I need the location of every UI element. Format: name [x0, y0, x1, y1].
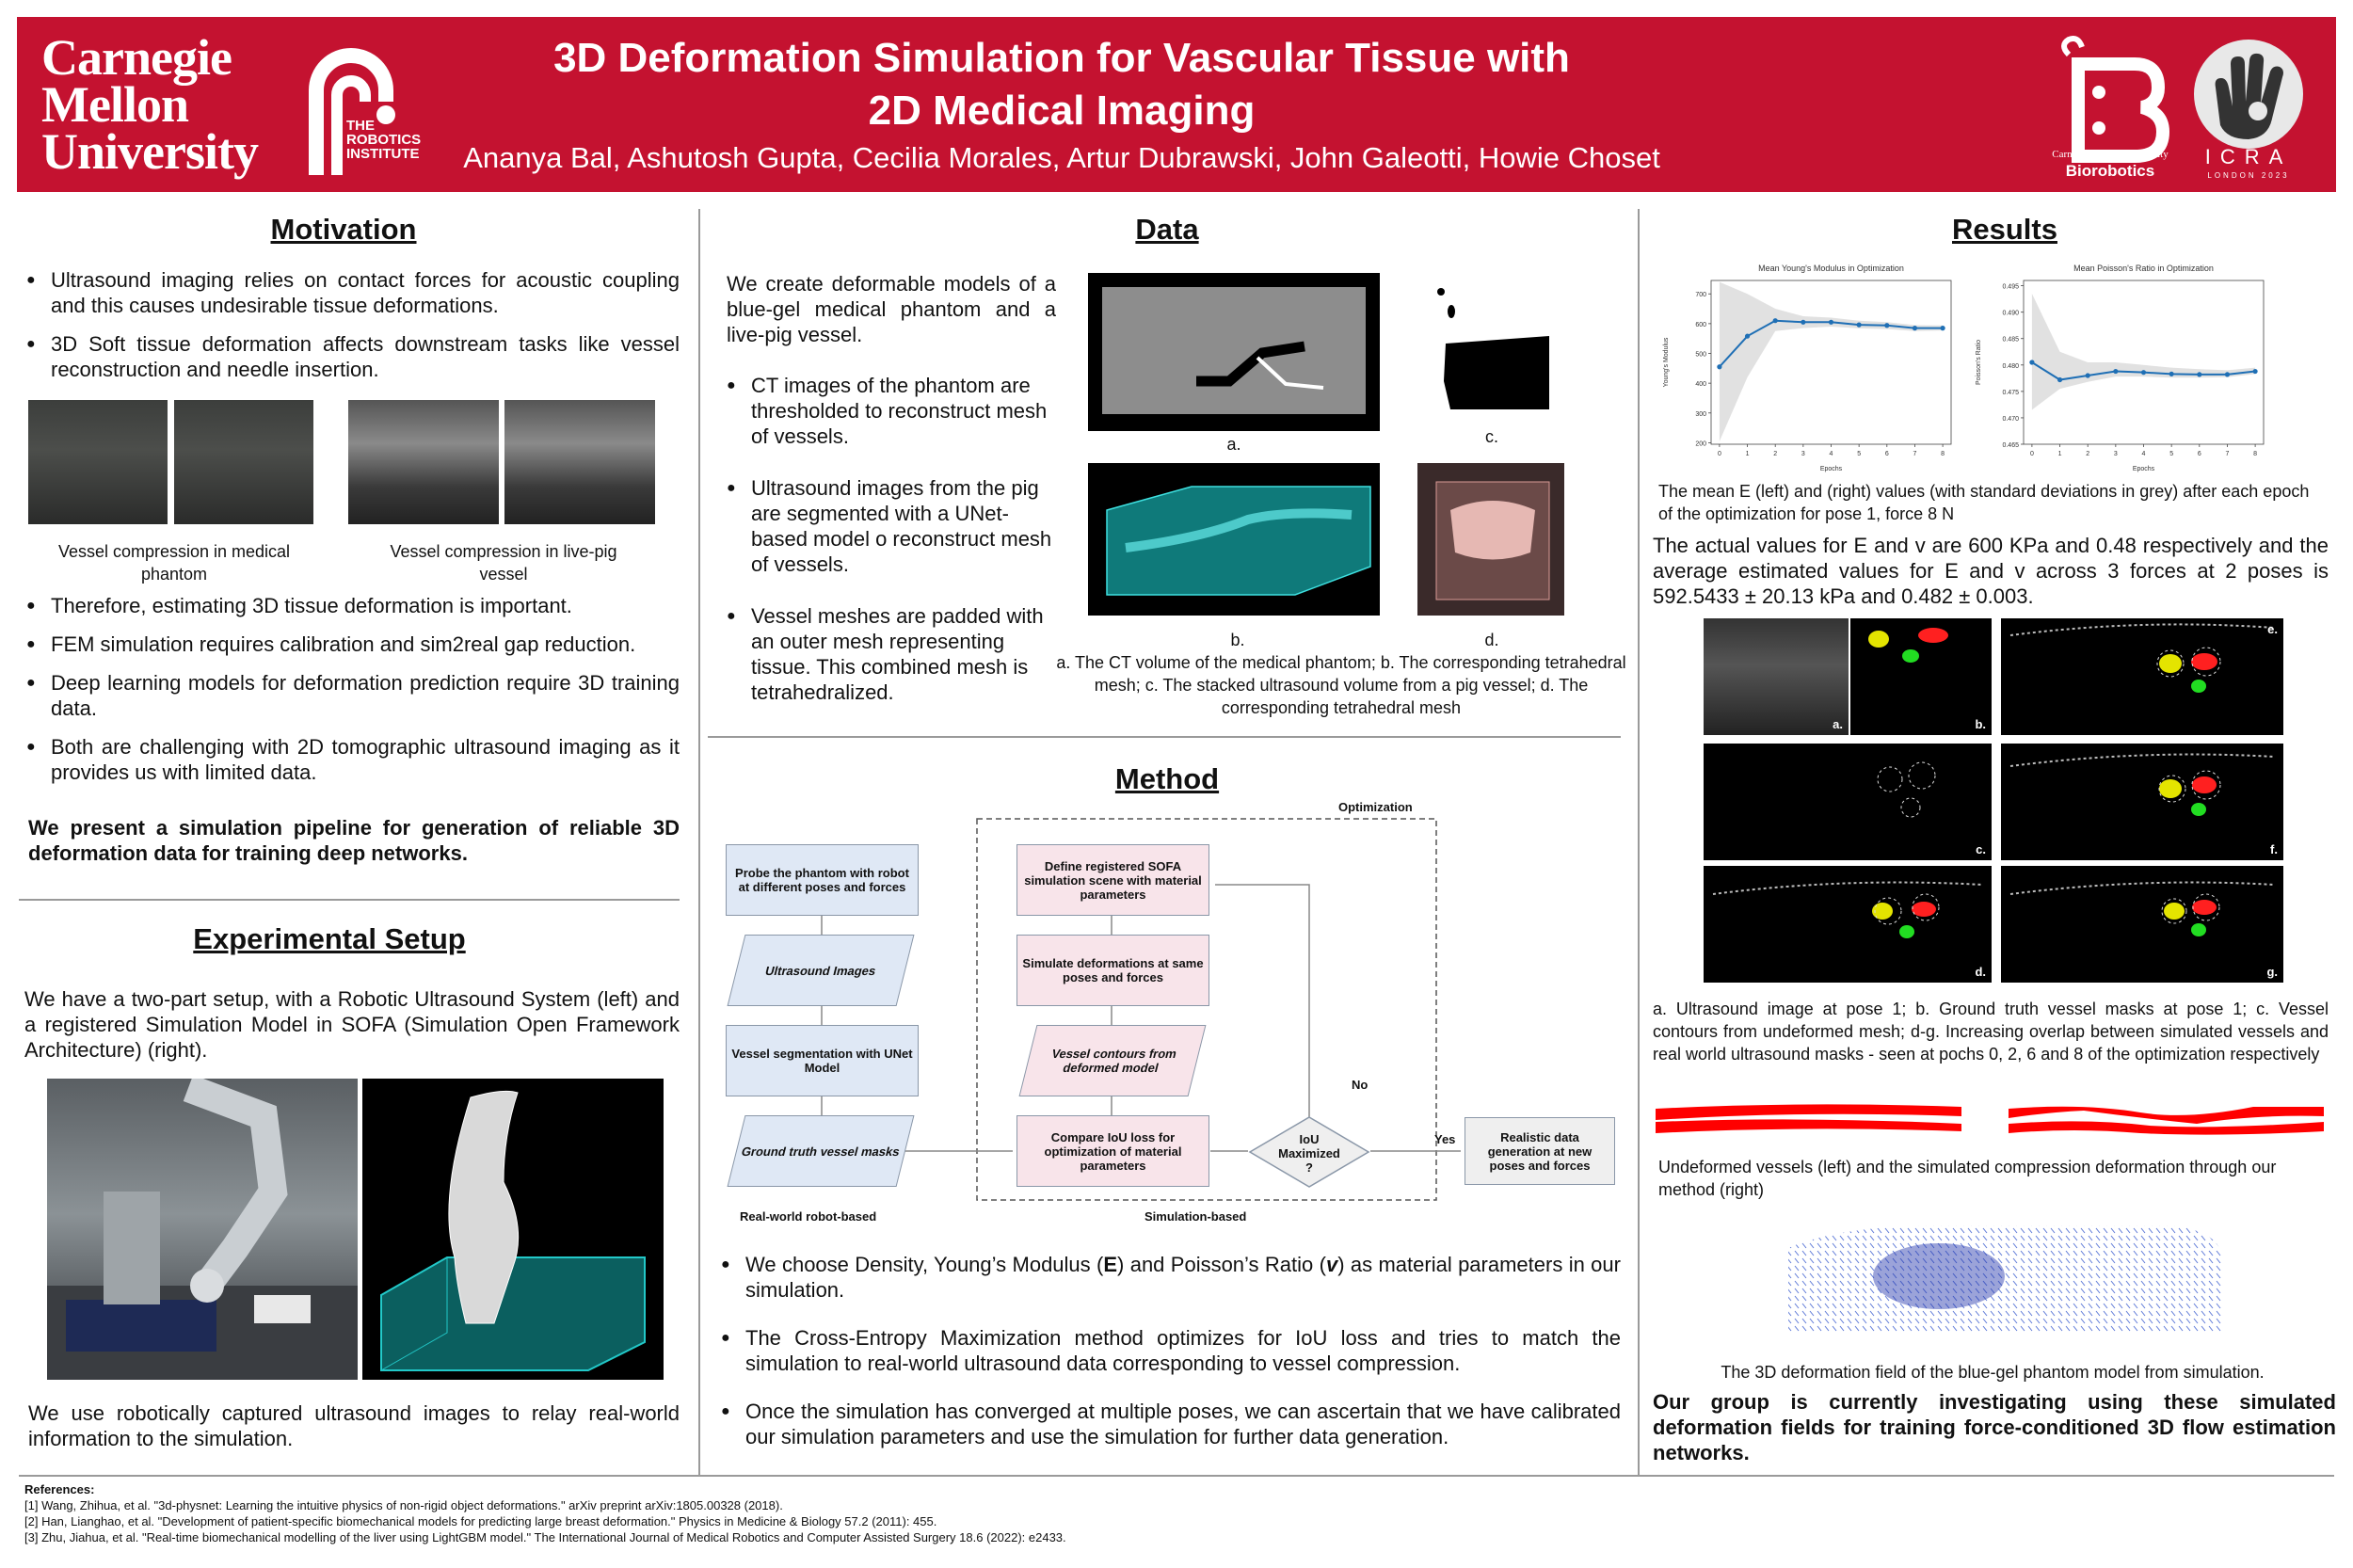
x-tick-label: 7 — [1913, 451, 1917, 457]
x-axis-label: Epochs — [1819, 466, 1843, 472]
method-flowchart — [721, 795, 1625, 1238]
y-axis-label: Poisson's Ratio — [1976, 339, 1982, 386]
vessel-contours-box: Vessel contours from deformed model — [1019, 1025, 1207, 1096]
poissons-ratio-chart — [1967, 260, 2278, 476]
list-item: ● We choose Density, Young’s Modulus (E) and Poisson’s Ratio (v) as material parameters in our simulation. — [721, 1252, 1621, 1303]
std-band — [1720, 282, 1943, 441]
poster-header — [17, 17, 2336, 192]
data-point — [1829, 320, 1833, 325]
mask-label: d. — [1975, 965, 1986, 979]
list-item: ● Vessel meshes are padded with an outer mesh representing tissue. This combined mesh is tetrahedralized. — [727, 603, 1056, 705]
data-point — [1801, 320, 1805, 325]
probe-phantom-box: Probe the phantom with robot at different poses and forces — [726, 844, 919, 916]
pig-compression-caption: Vessel compression in live-pig vessel — [390, 542, 617, 584]
data-point — [2169, 372, 2174, 376]
optimization-label: Optimization — [1338, 800, 1413, 814]
define-sofa-scene-box: Define registered SOFA simulation scene with material parameters — [1016, 844, 1209, 916]
data-point — [2113, 369, 2118, 374]
list-item: ● CT images of the phantom are thresholded to reconstruct mesh of vessels. — [727, 373, 1056, 449]
pig-tet-mesh-image — [1417, 463, 1564, 616]
list-item: ● Once the simulation has converged at multiple poses, we can ascertain that we have calibrated our simulation parameters and use the simulation for further data generation. — [721, 1399, 1621, 1449]
y-tick-label: 0.490 — [2002, 310, 2019, 317]
chart-caption: The mean E (left) and (right) values (with standard deviations in grey) after each epoch of the optimization for pose 1, force 8 N — [1658, 482, 2310, 523]
data-point — [1884, 323, 1889, 328]
us-volume-image — [1417, 278, 1559, 414]
phantom-ultrasound-image-2 — [174, 400, 313, 524]
cmu-logo: Carnegie Mellon University — [41, 29, 258, 180]
data-bullets — [727, 373, 1056, 718]
x-tick-label: 1 — [2057, 451, 2062, 457]
setup-outro: We use robotically captured ultrasound images to relay real-world information to the simulation. — [28, 1401, 680, 1450]
x-tick-label: 5 — [2169, 451, 2174, 457]
data-caption: a. The CT volume of the medical phantom; b. The corresponding tetrahedral mesh; c. The stacked ultrasound volume from a pig vessel; d. The corresponding tetrahedral mesh — [1056, 653, 1626, 717]
list-item: ● 3D Soft tissue deformation affects downstream tasks like vessel reconstruction and needle insertion. — [26, 331, 680, 382]
y-tick-label: 300 — [1695, 410, 1706, 418]
poster-authors: Ananya Bal, Ashutosh Gupta, Cecilia Morales, Artur Dubrawski, John Galeotti, Howie Choset — [463, 141, 1660, 174]
setup-title: Experimental Setup — [193, 922, 466, 955]
data-point — [1773, 318, 1778, 323]
reference-item: [3] Zhu, Jiahua, et al. "Real-time biomechanical modelling of the liver using LightGBM model." The International Journal of Medical Robotics and Computer Assisted Surgery 18.6 (2022): e2433. — [24, 1530, 1066, 1544]
data-point — [1941, 326, 1945, 330]
y-tick-label: 500 — [1695, 351, 1706, 359]
data-label-d: d. — [1484, 631, 1499, 649]
y-tick-label: 0.465 — [2002, 442, 2019, 449]
data-point — [2141, 370, 2146, 375]
x-tick-label: 8 — [1941, 451, 1945, 457]
y-axis-label: Young's Modulus — [1663, 337, 1670, 388]
mask-image-d — [1704, 866, 1992, 983]
list-item: ● Ultrasound images from the pig are segmented with a UNet-based model o reconstruct mesh of vessels. — [727, 475, 1056, 577]
footer-divider — [19, 1475, 2334, 1477]
phantom-ultrasound-image-1 — [28, 400, 168, 524]
poster-title: 3D Deformation Simulation for Vascular Tissue with 2D Medical Imaging — [553, 35, 1570, 134]
std-band — [2032, 294, 2255, 409]
references — [24, 1481, 2321, 1545]
mask-label: a. — [1833, 717, 1843, 731]
data-point — [1913, 326, 1917, 330]
motivation-bullets-top — [26, 267, 680, 395]
real-world-label: Real-world robot-based — [740, 1209, 877, 1224]
results-conclusion: Our group is currently investigating using these simulated deformation fields for training force-conditioned 3D flow estimation networks. — [1653, 1390, 2336, 1464]
simulation-based-label: Simulation-based — [1144, 1209, 1247, 1224]
x-tick-label: 4 — [1829, 451, 1833, 457]
mask-image-a — [1704, 618, 1849, 735]
chart-title: Mean Poisson's Ratio in Optimization — [2073, 264, 2214, 273]
x-tick-label: 3 — [2113, 451, 2118, 457]
pig-ultrasound-image-2 — [504, 400, 655, 524]
data-point — [2057, 377, 2062, 382]
mask-label: g. — [2266, 965, 2278, 979]
data-title: Data — [1135, 213, 1199, 246]
x-tick-label: 2 — [1773, 451, 1778, 457]
y-tick-label: 200 — [1695, 440, 1706, 448]
motivation-summary: We present a simulation pipeline for generation of reliable 3D deformation data for training deep networks. — [28, 816, 680, 865]
biorobotics-university-text: Carnegie Mellon University — [2052, 149, 2169, 160]
sofa-simulation-image — [362, 1079, 664, 1380]
icra-location-text: LONDON 2023 — [2207, 171, 2290, 180]
y-tick-label: 0.475 — [2002, 389, 2019, 396]
phantom-tet-mesh-image — [1088, 463, 1380, 616]
vessel-caption: Undeformed vessels (left) and the simulated compression deformation through our method (right) — [1658, 1158, 2277, 1199]
vessel-compression-image — [1651, 1096, 2329, 1139]
deformation-field-image — [1779, 1220, 2231, 1342]
data-label-c: c. — [1484, 427, 1498, 446]
mask-image-e — [2001, 618, 2283, 735]
iou-maximized-text: IoU Maximized ? — [1278, 1132, 1340, 1175]
data-point — [2197, 372, 2201, 376]
list-item: ● Deep learning models for deformation prediction require 3D training data. — [26, 670, 680, 721]
mask-image-f — [2001, 744, 2283, 860]
simulate-deformations-box: Simulate deformations at same poses and forces — [1016, 935, 1209, 1006]
yes-label: Yes — [1434, 1132, 1456, 1146]
motivation-title: Motivation — [270, 213, 417, 246]
list-item: ● Therefore, estimating 3D tissue deformation is important. — [26, 593, 680, 618]
y-tick-label: 0.470 — [2002, 415, 2019, 423]
x-tick-label: 7 — [2225, 451, 2230, 457]
y-tick-label: 400 — [1695, 381, 1706, 389]
x-tick-label: 0 — [1717, 451, 1721, 457]
mask-image-c — [1704, 744, 1992, 860]
mask-label: e. — [2267, 622, 2278, 636]
x-tick-label: 3 — [1801, 451, 1805, 457]
references-title: References: — [24, 1482, 95, 1496]
column-divider-1 — [698, 209, 700, 1475]
x-tick-label: 0 — [2029, 451, 2034, 457]
data-point — [2253, 369, 2258, 374]
x-axis-label: Epochs — [2132, 466, 2155, 472]
list-item: ● FEM simulation requires calibration and sim2real gap reduction. — [26, 632, 680, 657]
method-title: Method — [1114, 762, 1220, 795]
list-item: ● Ultrasound imaging relies on contact forces for acoustic coupling and this causes undesirable tissue deformations. — [26, 267, 680, 318]
pig-ultrasound-image-1 — [348, 400, 499, 524]
data-intro: We create deformable models of a blue-gel medical phantom and a live-pig vessel. — [727, 272, 1056, 346]
x-tick-label: 6 — [2197, 451, 2201, 457]
data-label-b: b. — [1230, 631, 1245, 649]
youngs-modulus-chart — [1655, 260, 1965, 476]
results-title: Results — [1952, 213, 2057, 246]
x-tick-label: 8 — [2253, 451, 2258, 457]
ct-volume-image — [1088, 273, 1380, 431]
no-label: No — [1352, 1078, 1369, 1092]
phantom-compression-caption: Vessel compression in medical phantom — [57, 542, 291, 584]
x-tick-label: 4 — [2141, 451, 2146, 457]
y-tick-label: 700 — [1695, 292, 1706, 299]
chart-title: Mean Young's Modulus in Optimization — [1758, 264, 1904, 273]
mask-image-g — [2001, 866, 2283, 983]
mask-label: b. — [1975, 717, 1986, 731]
method-bullets — [721, 1252, 1621, 1463]
middle-section-divider — [708, 736, 1621, 738]
data-label-a: a. — [1226, 435, 1241, 454]
data-point — [1857, 323, 1862, 328]
robotics-institute-icon — [299, 43, 403, 184]
compare-iou-box: Compare IoU loss for optimization of material parameters — [1016, 1115, 1209, 1187]
x-tick-label: 2 — [2086, 451, 2090, 457]
motivation-bullets-bottom — [26, 593, 680, 798]
ground-truth-masks-box: Ground truth vessel masks — [728, 1115, 915, 1187]
mask-label: c. — [1976, 842, 1986, 856]
y-tick-label: 0.480 — [2002, 362, 2019, 370]
mask-image-b — [1850, 618, 1992, 735]
data-point — [2225, 372, 2230, 376]
field-caption: The 3D deformation field of the blue-gel phantom model from simulation. — [1721, 1363, 2265, 1382]
realistic-data-box: Realistic data generation at new poses and forces — [1465, 1117, 1615, 1185]
ultrasound-images-box: Ultrasound Images — [728, 935, 915, 1006]
y-tick-label: 0.485 — [2002, 336, 2019, 344]
left-section-divider — [19, 899, 680, 901]
mask-label: f. — [2270, 842, 2278, 856]
reference-item: [2] Han, Lianghao, et al. "Development of patient-specific biomechanical models for predicting large breast deformation." Physics in Medicine & Biology 57.2 (2011): 455. — [24, 1514, 937, 1528]
data-point — [2086, 373, 2090, 377]
x-tick-label: 5 — [1857, 451, 1862, 457]
actual-values-text: The actual values for E and v are 600 KPa and 0.48 respectively and the average estimated values for E and v across 3 forces at 2 poses is 592.5433 ± 20.13 kPa and 0.482 ± 0.003. — [1653, 534, 2329, 608]
column-divider-2 — [1638, 209, 1640, 1475]
list-item: ● The Cross-Entropy Maximization method optimizes for IoU loss and tries to match the simulation to real-world ultrasound data corresponding to vessel compression. — [721, 1325, 1621, 1376]
x-tick-label: 6 — [1884, 451, 1889, 457]
biorobotics-text: Biorobotics — [2065, 162, 2155, 180]
data-point — [1745, 334, 1750, 339]
robot-setup-image — [47, 1079, 358, 1380]
setup-intro: We have a two-part setup, with a Robotic Ultrasound System (left) and a registered Simulation Model in SOFA (Simulation Open Framework Architecture) (right). — [24, 987, 680, 1062]
mask-caption: a. Ultrasound image at pose 1; b. Ground truth vessel masks at pose 1; c. Vessel contours from undeformed mesh; d-g. Increasing overlap between simulated vessels and real world ultrasound masks - seen at pochs 0, 2, 6 and 8 of the optimization respectively — [1653, 1000, 2329, 1064]
data-point — [2029, 360, 2034, 364]
icra-text: ICRA — [2204, 145, 2293, 168]
vessel-segmentation-box: Vessel segmentation with UNet Model — [726, 1025, 919, 1096]
x-tick-label: 1 — [1745, 451, 1750, 457]
y-tick-label: 600 — [1695, 321, 1706, 328]
y-tick-label: 0.495 — [2002, 283, 2019, 291]
list-item: ● Both are challenging with 2D tomographic ultrasound imaging as it provides us with limited data. — [26, 734, 680, 785]
robotics-institute-text: THE ROBOTICS INSTITUTE — [346, 118, 422, 162]
data-point — [1717, 364, 1721, 369]
reference-item: [1] Wang, Zhihua, et al. "3d-physnet: Learning the intuitive physics of non-rigid object deformations." arXiv preprint arXiv:1805.00328 (2018). — [24, 1498, 783, 1512]
